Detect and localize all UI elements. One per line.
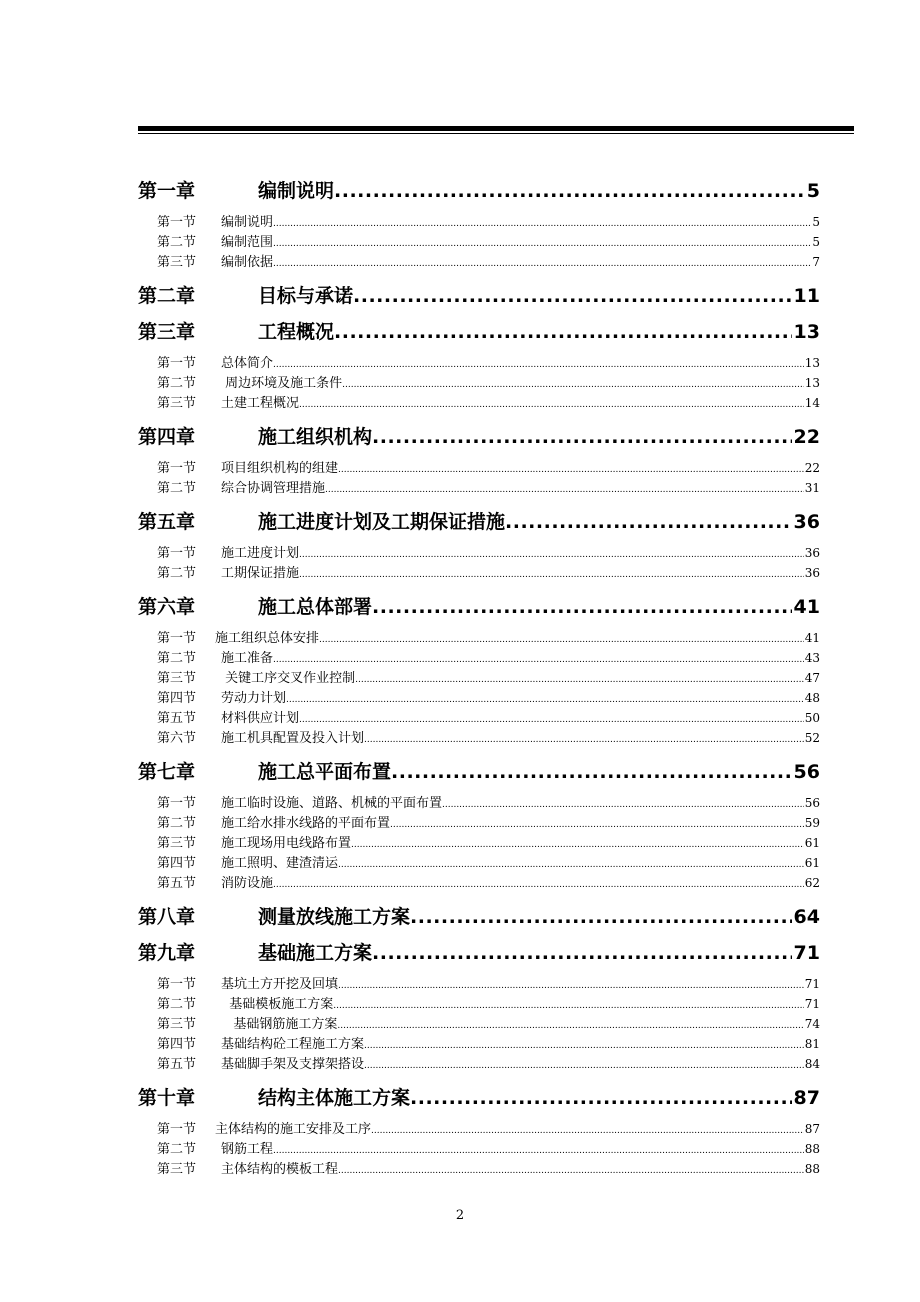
chapter-title: 施工进度计划及工期保证措施 — [258, 511, 506, 533]
dot-leader — [325, 479, 804, 500]
dot-leader — [410, 1080, 792, 1116]
toc-chapter-entry[interactable] — [138, 504, 820, 540]
section-number: 第一节 — [157, 977, 197, 992]
chapter-page: 11 — [793, 285, 820, 307]
chapter-number: 第六章 — [138, 596, 196, 618]
page-number: 2 — [455, 1208, 465, 1223]
dot-leader — [334, 314, 792, 350]
toc-section-entry[interactable] — [138, 1054, 820, 1074]
section-number: 第一节 — [157, 796, 197, 811]
section-number: 第三节 — [157, 396, 197, 411]
section-page: 48 — [804, 691, 820, 705]
toc-section-entry[interactable] — [138, 728, 820, 748]
section-number: 第二节 — [157, 1142, 197, 1157]
section-title: 基础结构砼工程施工方案 — [221, 1037, 365, 1052]
section-number: 第五节 — [157, 1057, 197, 1072]
chapter-page: 36 — [793, 511, 820, 533]
chapter-number: 第十章 — [138, 1087, 196, 1109]
section-page: 36 — [804, 546, 820, 560]
section-number: 第三节 — [157, 1017, 197, 1032]
section-page: 22 — [804, 461, 820, 475]
toc-section-entry[interactable] — [138, 708, 820, 728]
section-number: 第二节 — [157, 997, 197, 1012]
toc-section-entry[interactable] — [138, 1034, 820, 1054]
chapter-page: 64 — [793, 906, 820, 928]
section-title: 综合协调管理措施 — [221, 481, 326, 496]
chapter-title: 目标与承诺 — [258, 285, 354, 307]
section-page: 36 — [804, 566, 820, 580]
toc-section-entry[interactable] — [138, 252, 820, 272]
section-page: 81 — [804, 1037, 820, 1051]
chapter-number: 第七章 — [138, 761, 196, 783]
section-page: 13 — [804, 376, 820, 390]
dot-leader — [342, 374, 804, 395]
section-title: 编制依据 — [221, 255, 274, 270]
section-number: 第二节 — [157, 376, 197, 391]
section-page: 61 — [804, 836, 820, 850]
section-number: 第六节 — [157, 731, 197, 746]
section-number: 第二节 — [157, 481, 197, 496]
section-title: 施工给水排水线路的平面布置 — [221, 816, 391, 831]
dot-leader — [299, 564, 804, 585]
dot-leader — [353, 278, 792, 314]
chapter-page: 13 — [793, 321, 820, 343]
dot-leader — [442, 794, 804, 815]
section-page: 31 — [804, 481, 820, 495]
header-rule-thick — [138, 126, 854, 131]
toc-section-list — [138, 540, 820, 589]
section-page: 47 — [804, 671, 820, 685]
section-title: 项目组织机构的组建 — [221, 461, 339, 476]
toc-section-entry[interactable] — [138, 353, 820, 373]
toc-section-entry[interactable] — [138, 478, 820, 498]
dot-leader — [338, 1160, 804, 1181]
section-title: 基础模板施工方案 — [221, 997, 334, 1012]
section-number: 第五节 — [157, 711, 197, 726]
chapter-number: 第九章 — [138, 942, 196, 964]
table-of-contents — [138, 173, 820, 1185]
chapter-title: 施工组织机构 — [258, 426, 373, 448]
dot-leader — [372, 935, 792, 971]
section-page: 52 — [804, 731, 820, 745]
dot-leader — [273, 233, 811, 254]
section-page: 74 — [804, 1017, 820, 1031]
dot-leader — [273, 649, 804, 670]
toc-section-entry[interactable] — [138, 212, 820, 232]
chapter-number: 第二章 — [138, 285, 196, 307]
chapter-title: 基础施工方案 — [258, 942, 373, 964]
toc-section-entry[interactable] — [138, 648, 820, 668]
dot-leader — [338, 459, 804, 480]
toc-section-entry[interactable] — [138, 974, 820, 994]
dot-leader — [333, 995, 803, 1016]
dot-leader — [364, 1055, 804, 1076]
toc-section-entry[interactable] — [138, 458, 820, 478]
toc-section-list — [138, 455, 820, 504]
toc-chapter-entry[interactable] — [138, 589, 820, 625]
section-number: 第四节 — [157, 856, 197, 871]
section-title: 施工组织总体安排 — [215, 631, 320, 646]
section-number: 第二节 — [157, 235, 197, 250]
chapter-page: 87 — [793, 1087, 820, 1109]
section-title: 总体简介 — [221, 356, 274, 371]
chapter-page: 71 — [793, 942, 820, 964]
section-page: 43 — [804, 651, 820, 665]
chapter-page: 41 — [793, 596, 820, 618]
section-title: 材料供应计划 — [221, 711, 300, 726]
dot-leader — [273, 213, 811, 234]
dot-leader — [372, 589, 792, 625]
toc-section-entry[interactable] — [138, 873, 820, 893]
section-title: 周边环境及施工条件 — [221, 376, 343, 391]
header-rule-thin — [138, 133, 854, 134]
section-page: 71 — [804, 977, 820, 991]
dot-leader — [410, 899, 792, 935]
section-number: 第一节 — [157, 546, 197, 561]
section-title: 施工进度计划 — [221, 546, 300, 561]
toc-section-list — [138, 209, 820, 278]
dot-leader — [286, 689, 804, 710]
toc-section-entry[interactable] — [138, 813, 820, 833]
section-title: 基础钢筋施工方案 — [221, 1017, 338, 1032]
section-number: 第一节 — [157, 356, 197, 371]
chapter-number: 第八章 — [138, 906, 196, 928]
dot-leader — [273, 253, 811, 274]
section-number: 第三节 — [157, 1162, 197, 1177]
section-number: 第三节 — [157, 836, 197, 851]
toc-section-list — [138, 625, 820, 754]
section-number: 第一节 — [157, 215, 197, 230]
toc-chapter-entry[interactable] — [138, 314, 820, 350]
toc-section-list — [138, 1116, 820, 1185]
toc-chapter-entry[interactable] — [138, 419, 820, 455]
section-number: 第五节 — [157, 876, 197, 891]
chapter-page: 22 — [793, 426, 820, 448]
section-title: 编制说明 — [221, 215, 274, 230]
toc-section-entry[interactable] — [138, 688, 820, 708]
toc-chapter-entry[interactable] — [138, 899, 820, 935]
section-page: 13 — [804, 356, 820, 370]
section-title: 主体结构的模板工程 — [221, 1162, 339, 1177]
section-number: 第三节 — [157, 671, 197, 686]
dot-leader — [372, 419, 792, 455]
section-page: 84 — [804, 1057, 820, 1071]
section-title: 土建工程概况 — [221, 396, 300, 411]
section-title: 工期保证措施 — [221, 566, 300, 581]
toc-section-list — [138, 790, 820, 899]
toc-chapter-entry[interactable] — [138, 173, 820, 209]
section-title: 施工机具配置及投入计划 — [221, 731, 365, 746]
toc-section-entry[interactable] — [138, 833, 820, 853]
section-number: 第一节 — [157, 1122, 197, 1137]
chapter-title: 结构主体施工方案 — [258, 1087, 411, 1109]
toc-section-entry[interactable] — [138, 793, 820, 813]
section-title: 钢筋工程 — [221, 1142, 274, 1157]
toc-section-list — [138, 350, 820, 419]
section-number: 第四节 — [157, 691, 197, 706]
toc-section-entry[interactable] — [138, 232, 820, 252]
section-page: 88 — [804, 1162, 820, 1176]
section-title: 劳动力计划 — [221, 691, 287, 706]
dot-leader — [505, 504, 792, 540]
section-page: 14 — [804, 396, 820, 410]
section-page: 59 — [804, 816, 820, 830]
section-title: 编制范围 — [221, 235, 274, 250]
chapter-page: 56 — [793, 761, 820, 783]
section-page: 56 — [804, 796, 820, 810]
section-number: 第三节 — [157, 255, 197, 270]
dot-leader — [390, 814, 804, 835]
chapter-title: 施工总体部署 — [258, 596, 373, 618]
toc-chapter-entry[interactable] — [138, 754, 820, 790]
section-title: 施工现场用电线路布置 — [221, 836, 352, 851]
chapter-title: 施工总平面布置 — [258, 761, 392, 783]
chapter-number: 第五章 — [138, 511, 196, 533]
dot-leader — [351, 834, 804, 855]
section-page: 88 — [804, 1142, 820, 1156]
toc-chapter-entry[interactable] — [138, 278, 820, 314]
section-number: 第一节 — [157, 631, 197, 646]
section-number: 第四节 — [157, 1037, 197, 1052]
section-title: 施工照明、建渣清运 — [221, 856, 339, 871]
toc-section-entry[interactable] — [138, 853, 820, 873]
toc-chapter-entry[interactable] — [138, 1080, 820, 1116]
dot-leader — [364, 729, 804, 750]
section-page: 87 — [804, 1122, 820, 1136]
section-number: 第二节 — [157, 816, 197, 831]
toc-section-entry[interactable] — [138, 668, 820, 688]
section-page: 5 — [812, 235, 820, 249]
dot-leader — [273, 1140, 804, 1161]
section-page: 71 — [804, 997, 820, 1011]
section-title: 基础脚手架及支撑架搭设 — [221, 1057, 365, 1072]
dot-leader — [338, 854, 804, 875]
chapter-page: 5 — [806, 180, 820, 202]
chapter-title: 工程概况 — [258, 321, 335, 343]
section-page: 62 — [804, 876, 820, 890]
toc-section-entry[interactable] — [138, 994, 820, 1014]
chapter-number: 第四章 — [138, 426, 196, 448]
section-title: 消防设施 — [221, 876, 274, 891]
dot-leader — [273, 874, 804, 895]
toc-section-entry[interactable] — [138, 1159, 820, 1179]
toc-section-entry[interactable] — [138, 628, 820, 648]
dot-leader — [355, 669, 804, 690]
chapter-title: 编制说明 — [258, 180, 335, 202]
toc-section-entry[interactable] — [138, 1119, 820, 1139]
toc-section-entry[interactable] — [138, 393, 820, 413]
dot-leader — [319, 629, 804, 650]
section-page: 5 — [812, 215, 820, 229]
section-title: 主体结构的施工安排及工序 — [215, 1122, 372, 1137]
dot-leader — [299, 709, 804, 730]
section-title: 施工临时设施、道路、机械的平面布置 — [221, 796, 443, 811]
dot-leader — [299, 394, 804, 415]
chapter-title: 测量放线施工方案 — [258, 906, 411, 928]
dot-leader — [364, 1035, 804, 1056]
section-title: 施工准备 — [221, 651, 274, 666]
toc-section-entry[interactable] — [138, 563, 820, 583]
section-number: 第二节 — [157, 566, 197, 581]
section-title: 关键工序交叉作业控制 — [221, 671, 356, 686]
chapter-number: 第一章 — [138, 180, 196, 202]
dot-leader — [334, 173, 805, 209]
toc-section-list — [138, 971, 820, 1080]
section-page: 7 — [812, 255, 820, 269]
chapter-number: 第三章 — [138, 321, 196, 343]
section-page: 41 — [804, 631, 820, 645]
dot-leader — [338, 975, 804, 996]
dot-leader — [299, 544, 804, 565]
toc-chapter-entry[interactable] — [138, 935, 820, 971]
section-title: 基坑土方开挖及回填 — [221, 977, 339, 992]
toc-section-entry[interactable] — [138, 1139, 820, 1159]
section-page: 61 — [804, 856, 820, 870]
dot-leader — [391, 754, 792, 790]
section-page: 50 — [804, 711, 820, 725]
toc-section-entry[interactable] — [138, 1014, 820, 1034]
dot-leader — [337, 1015, 803, 1036]
section-number: 第二节 — [157, 651, 197, 666]
toc-section-entry[interactable] — [138, 543, 820, 563]
toc-section-entry[interactable] — [138, 373, 820, 393]
dot-leader — [371, 1120, 804, 1141]
dot-leader — [273, 354, 804, 375]
section-number: 第一节 — [157, 461, 197, 476]
